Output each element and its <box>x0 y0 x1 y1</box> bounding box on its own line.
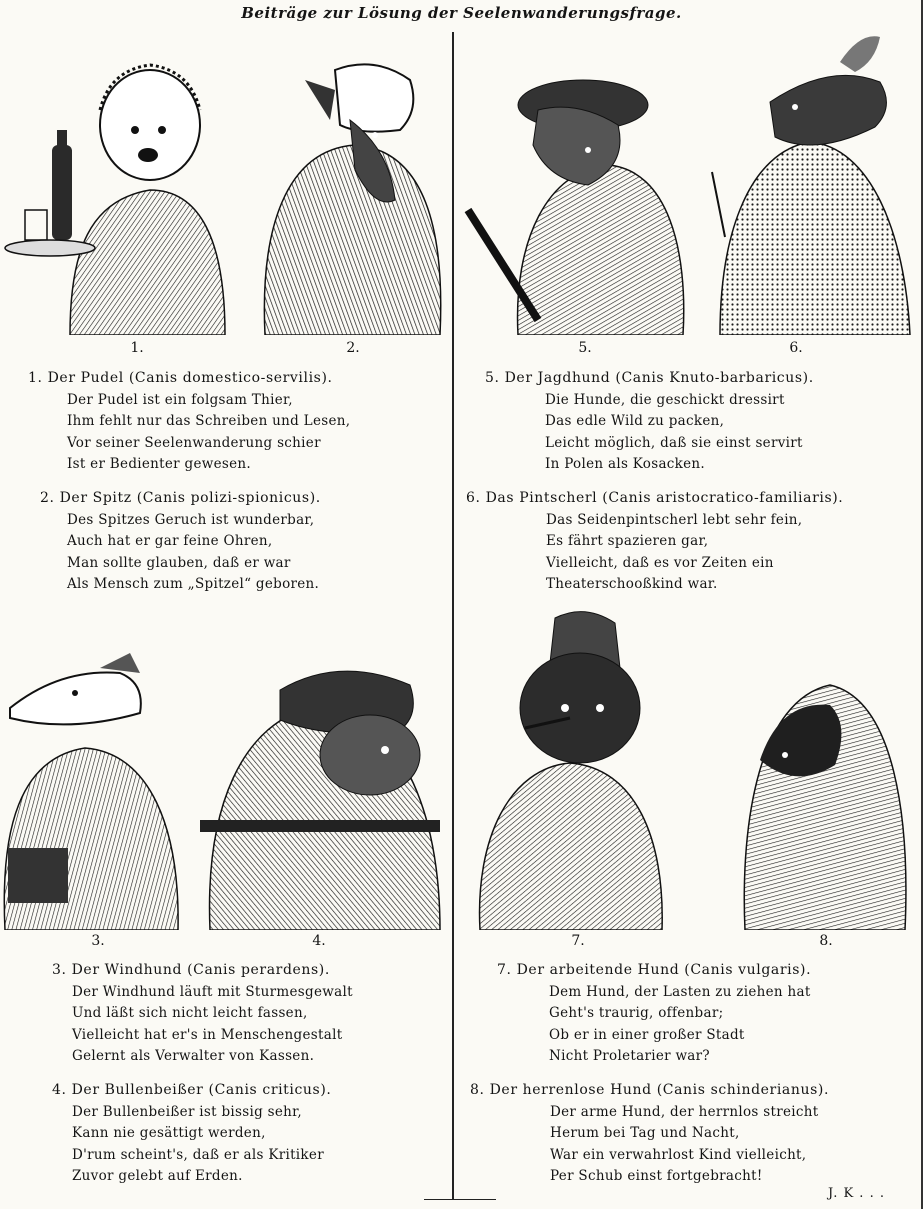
verse-line: Als Mensch zum „Spitzel“ geboren. <box>67 576 320 592</box>
entry-heading: 1. Der Pudel (Canis domestico-servilis). <box>28 370 333 386</box>
figure-number: 5. <box>578 340 592 356</box>
working-dog-illustration <box>470 608 670 930</box>
figure-number: 4. <box>312 933 326 949</box>
verse-line: Und läßt sich nicht leicht fassen, <box>72 1005 308 1021</box>
page-title: Beiträge zur Lösung der Seelenwanderungsfrage. <box>241 4 682 22</box>
verse-line: Dem Hund, der Lasten zu ziehen hat <box>549 983 811 1000</box>
figure-number: 6. <box>789 340 803 356</box>
verse-line: Nicht Proletarier war? <box>549 1048 710 1064</box>
entry-heading: 7. Der arbeitende Hund (Canis vulgaris). <box>497 962 812 978</box>
spitz-illustration <box>255 60 450 335</box>
verse-entry <box>485 368 814 476</box>
verse-line: Vor seiner Seelenwanderung schier <box>67 434 321 451</box>
verse-line: Auch hat er gar feine Ohren, <box>67 533 273 549</box>
figure-number: 8. <box>819 933 833 949</box>
poodle-waiter-illustration <box>0 50 240 335</box>
verse-line: Das edle Wild zu packen, <box>545 413 725 429</box>
verse-entry <box>28 368 350 476</box>
verse-line: In Polen als Kosacken. <box>545 456 706 472</box>
verse-entry <box>466 488 843 596</box>
verse-line: Der Pudel ist ein folgsam Thier, <box>67 391 293 408</box>
verse-line: Der arme Hund, der herrnlos streicht <box>550 1103 819 1120</box>
entry-heading: 3. Der Windhund (Canis perardens). <box>52 962 330 978</box>
verse-line: Vielleicht, daß es vor Zeiten ein <box>546 554 774 571</box>
verse-entry <box>497 960 811 1068</box>
verse-line: Ist er Bedienter gewesen. <box>67 456 252 472</box>
verse-line: D'rum scheint's, daß er als Kritiker <box>72 1146 324 1163</box>
verse-entry <box>52 960 353 1068</box>
verse-line: Ob er in einer großer Stadt <box>549 1026 745 1043</box>
verse-line: Geht's traurig, offenbar; <box>549 1005 724 1021</box>
verse-line: Die Hunde, die geschickt dressirt <box>545 391 785 408</box>
closing-rule <box>424 1199 496 1200</box>
verse-line: Gelernt als Verwalter von Kassen. <box>72 1048 315 1064</box>
figure-number: 3. <box>91 933 105 949</box>
verse-line: Vielleicht hat er's in Menschengestalt <box>72 1026 343 1043</box>
verse-line: Das Seidenpintscherl lebt sehr fein, <box>546 511 803 528</box>
entry-heading: 6. Das Pintscherl (Canis aristocratico-familiaris). <box>466 490 844 506</box>
verse-line: Zuvor gelebt auf Erden. <box>72 1168 243 1184</box>
verse-entry <box>40 488 321 596</box>
verse-line: Herum bei Tag und Nacht, <box>550 1125 740 1141</box>
verse-line: Der Bullenbeißer ist bissig sehr, <box>72 1103 302 1120</box>
bulldog-critic-illustration <box>190 660 445 930</box>
figure-number: 1. <box>130 340 144 356</box>
verse-entry <box>470 1080 829 1188</box>
column-divider <box>452 32 454 1200</box>
verse-line: Kann nie gesättigt werden, <box>72 1125 266 1141</box>
greyhound-illustration <box>0 648 190 930</box>
entry-heading: 2. Der Spitz (Canis polizi-spionicus). <box>40 490 321 506</box>
entry-heading: 5. Der Jagdhund (Canis Knuto-barbaricus). <box>485 370 814 386</box>
pinscher-lady-illustration <box>700 32 920 335</box>
hunting-dog-illustration <box>458 50 688 335</box>
verse-line: Des Spitzes Geruch ist wunderbar, <box>67 511 315 528</box>
verse-line: Ihm fehlt nur das Schreiben und Lesen, <box>67 413 351 429</box>
entry-heading: 8. Der herrenlose Hund (Canis schinderianus). <box>470 1082 830 1098</box>
verse-line: Es fährt spazieren gar, <box>546 533 709 549</box>
verse-line: Man sollte glauben, daß er war <box>67 554 291 571</box>
verse-line: War ein verwahrlost Kind vielleicht, <box>550 1146 807 1163</box>
verse-line: Theaterschooßkind war. <box>546 576 718 592</box>
figure-number: 7. <box>571 933 585 949</box>
figure-number: 2. <box>346 340 360 356</box>
author-signature: J. K . . . <box>828 1186 885 1201</box>
stray-dog-illustration <box>730 680 915 930</box>
verse-line: Der Windhund läuft mit Sturmesgewalt <box>72 983 353 1000</box>
verse-entry <box>52 1080 331 1188</box>
entry-heading: 4. Der Bullenbeißer (Canis criticus). <box>52 1082 332 1098</box>
verse-line: Per Schub einst fortgebracht! <box>550 1168 763 1184</box>
verse-line: Leicht möglich, daß sie einst servirt <box>545 434 803 451</box>
